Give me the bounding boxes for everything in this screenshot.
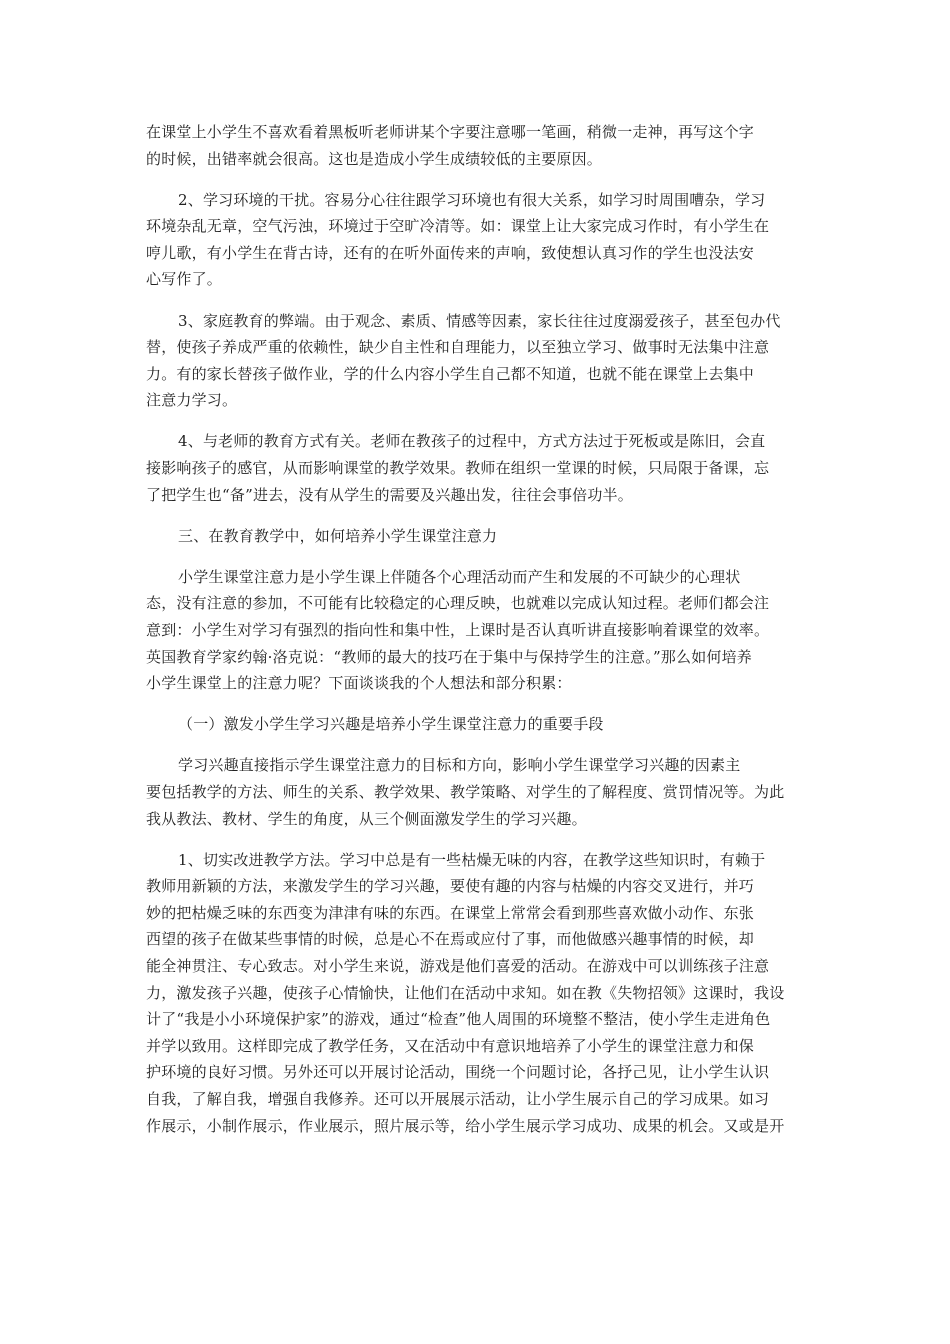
text-line: 教师用新颖的方法，来激发学生的学习兴趣，要使有趣的内容与枯燥的内容交叉进行，并巧	[146, 877, 755, 896]
text-line: 我从教法、教材、学生的角度，从三个侧面激发学生的学习兴趣。	[146, 809, 587, 828]
body-paragraph	[146, 428, 818, 508]
body-paragraph	[146, 187, 818, 293]
text-line: 4、与老师的教育方式有关。老师在教孩子的过程中，方式方法过于死板或是陈旧，会直	[178, 432, 766, 451]
text-line: 英国教育学家约翰·洛克说：“教师的最大的技巧在于集中与保持学生的注意。”那么如何培养	[146, 647, 753, 666]
text-line: 要包括教学的方法、师生的关系、教学效果、教学策略、对学生的了解程度、赏罚情况等。为此	[146, 782, 785, 801]
text-line: 小学生课堂注意力是小学生课上伴随各个心理活动而产生和发展的不可缺少的心理状	[178, 567, 741, 586]
text-line: 自我，了解自我，增强自我修养。还可以开展展示活动，让小学生展示自己的学习成果。如习	[146, 1090, 770, 1108]
section-heading	[146, 523, 818, 550]
text-line: 哼儿歌，有小学生在背古诗，还有的在听外面传来的声响，致使想认真习作的学生也没法安	[146, 243, 755, 262]
text-line: 3、家庭教育的弊端。由于观念、素质、情感等因素，家长往往过度溺爱孩子，甚至包办代	[178, 311, 781, 330]
text-line: 态，没有注意的参加，不可能有比较稳定的心理反映，也就难以完成认知过程。老师们都会注	[146, 594, 770, 613]
body-paragraph	[146, 308, 818, 414]
text-line: 西望的孩子在做某些事情的时候，总是心不在焉或应付了事，而他做感兴趣事情的时候，却	[146, 930, 755, 949]
text-line: 的时候，出错率就会很高。这也是造成小学生成绩较低的主要原因。	[146, 149, 603, 168]
text-line: 妙的把枯燥乏味的东西变为津津有味的东西。在课堂上常常会看到那些喜欢做小动作、东张	[146, 903, 755, 922]
text-line: 环境杂乱无章，空气污浊，环境过于空旷冷清等。如：课堂上让大家完成习作时，有小学生在	[146, 217, 770, 236]
text-line: 三、在教育教学中，如何培养小学生课堂注意力	[178, 526, 498, 545]
body-paragraph	[146, 847, 818, 1140]
text-line: （一）激发小学生学习兴趣是培养小学生课堂注意力的重要手段	[178, 715, 604, 734]
body-paragraph	[146, 119, 818, 172]
text-line: 作展示，小制作展示，作业展示，照片展示等，给小学生展示学习成功、成果的机会。又或是开	[146, 1116, 785, 1135]
text-line: 学习兴趣直接指示学生课堂注意力的目标和方向，影响小学生课堂学习兴趣的因素主	[178, 756, 741, 775]
text-line: 力。有的家长替孩子做作业，学的什么内容小学生自己都不知道，也就不能在课堂上去集中	[146, 364, 755, 383]
text-line: 并学以致用。这样即完成了教学任务，又在活动中有意识地培养了小学生的课堂注意力和保	[146, 1036, 755, 1055]
text-line: 1、切实改进教学方法。学习中总是有一些枯燥无味的内容，在教学这些知识时，有赖于	[178, 850, 766, 869]
text-line: 心写作了。	[146, 270, 223, 289]
section-heading	[146, 711, 818, 738]
text-line: 护环境的良好习惯。另外还可以开展讨论活动，围绕一个问题讨论，各抒己见，让小学生认识	[146, 1063, 770, 1082]
text-line: 能全神贯注、专心致志。对小学生来说，游戏是他们喜爱的活动。在游戏中可以训练孩子注意	[146, 957, 770, 976]
text-line: 意到：小学生对学习有强烈的指向性和集中性，上课时是否认真听讲直接影响着课堂的效率。	[146, 621, 770, 639]
body-paragraph	[146, 564, 818, 697]
text-line: 小学生课堂上的注意力呢？下面谈谈我的个人想法和部分积累：	[146, 674, 572, 693]
text-line: 力，激发孩子兴趣，使孩子心情愉快，让他们在活动中求知。如在教《失物招领》这课时，我设	[146, 983, 785, 1002]
text-line: 2、学习环境的干扰。容易分心往往跟学习环境也有很大关系，如学习时周围嘈杂，学习	[178, 190, 766, 209]
text-line: 接影响孩子的感官，从而影响课堂的教学效果。教师在组织一堂课的时候，只局限于备课，忘	[146, 459, 770, 478]
text-line: 替，使孩子养成严重的依赖性，缺少自主性和自理能力，以至独立学习、做事时无法集中注意	[146, 338, 770, 357]
document-body	[146, 119, 818, 1154]
text-line: 注意力学习。	[146, 391, 238, 410]
text-line: 在课堂上小学生不喜欢看着黑板听老师讲某个字要注意哪一笔画，稍微一走神，再写这个字	[146, 123, 755, 141]
text-line: 计了“我是小小环境保护家”的游戏，通过“检查”他人周围的环境整不整洁，使小学生走进角色	[146, 1010, 771, 1029]
text-line: 了把学生也“备”进去，没有从学生的需要及兴趣出发，往往会事倍功半。	[146, 485, 633, 504]
body-paragraph	[146, 752, 818, 832]
